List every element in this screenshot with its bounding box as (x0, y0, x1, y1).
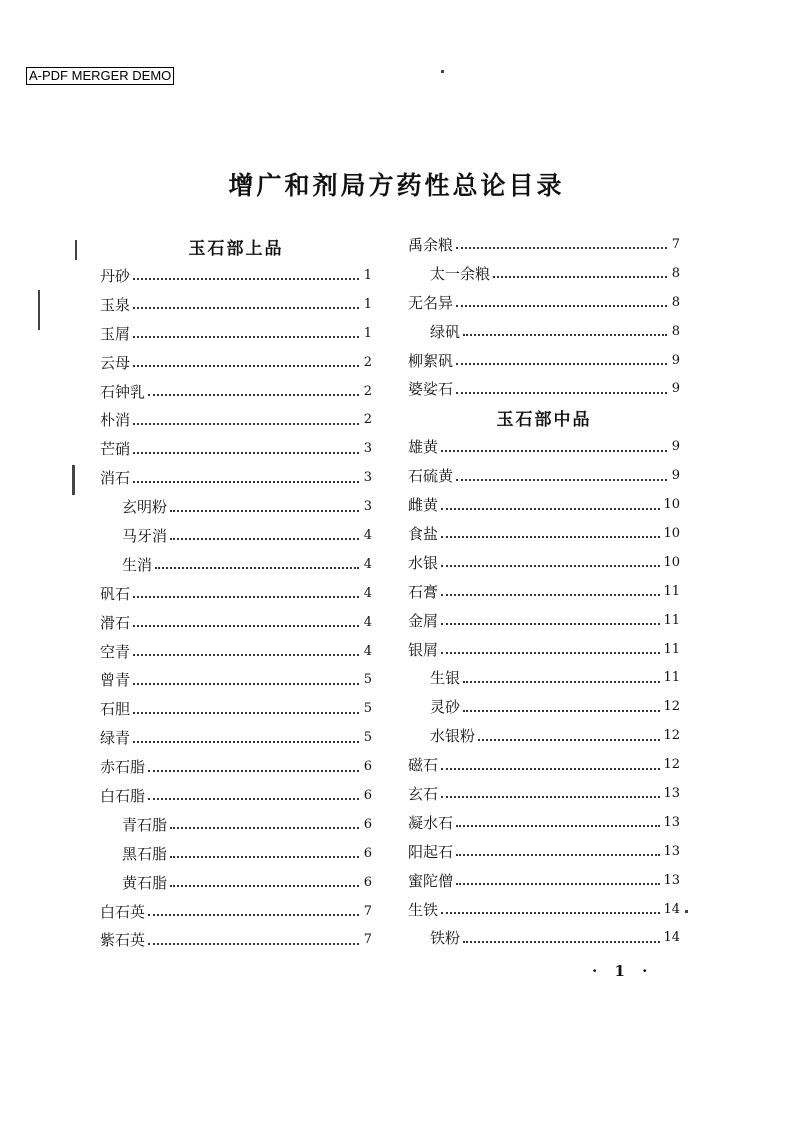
section-heading: 玉石部上品 (188, 239, 284, 259)
toc-entry-name: 云母 (100, 353, 131, 372)
dot-leader (133, 307, 359, 309)
toc-entry-name: 青石脂 (122, 815, 168, 834)
dot-leader (133, 481, 359, 483)
dot-leader (133, 654, 359, 656)
toc-entry (408, 692, 680, 721)
dot-leader (441, 536, 660, 538)
toc-entry-page: 1 (363, 325, 372, 341)
toc-entry-page: 14 (663, 930, 680, 946)
toc-entry-page: 4 (363, 585, 372, 601)
toc-entry-name: 婆娑石 (408, 380, 454, 399)
toc-entry-name: 金屑 (408, 611, 439, 630)
toc-entry-name: 蜜陀僧 (408, 871, 454, 890)
section-heading: 玉石部中品 (496, 410, 592, 431)
toc-entry-name: 玄明粉 (122, 498, 168, 517)
toc-entry-page: 6 (363, 759, 372, 775)
toc-entry-page: 10 (663, 525, 680, 541)
toc-entry (408, 317, 680, 346)
toc-entry-name: 阳起石 (408, 842, 454, 861)
toc-entry (408, 230, 680, 259)
toc-entry-page: 3 (363, 470, 372, 486)
toc-entry-page: 10 (663, 497, 680, 513)
toc-entry-page: 6 (363, 787, 372, 803)
dot-leader (170, 538, 359, 540)
toc-entry (100, 290, 372, 319)
toc-entry (408, 577, 680, 606)
toc-entry (408, 866, 680, 895)
toc-entry-name: 银屑 (408, 640, 439, 659)
dot-leader (441, 623, 660, 625)
dot-leader (463, 334, 667, 336)
toc-entry-page: 5 (363, 672, 372, 688)
toc-entry-page: 4 (363, 643, 372, 659)
toc-entry-page: 12 (663, 728, 680, 744)
toc-entry-page: 2 (363, 354, 372, 370)
toc-entry-page: 12 (663, 699, 680, 715)
toc-entry-name: 生铁 (408, 900, 439, 919)
toc-entry (408, 779, 680, 808)
toc-entry-name: 凝水石 (408, 813, 454, 832)
toc-entry-page: 3 (363, 441, 372, 457)
dot-leader (441, 796, 660, 798)
dot-leader (133, 365, 359, 367)
toc-entry (408, 895, 680, 924)
dot-leader (463, 941, 660, 943)
toc-entry-name: 石膏 (408, 582, 439, 601)
toc-entry-page: 1 (363, 296, 372, 312)
toc-entry (100, 550, 372, 579)
toc-entry-page: 8 (671, 323, 680, 339)
toc-entry-page: 9 (671, 381, 680, 397)
toc-entry-page: 13 (663, 785, 680, 801)
dot-leader (133, 423, 359, 425)
toc-entry-name: 铁粉 (430, 929, 461, 948)
toc-entry (408, 635, 680, 664)
dot-leader (133, 712, 359, 714)
dot-leader (441, 508, 660, 510)
dot-leader (133, 683, 359, 685)
toc-entry-page: 8 (671, 294, 680, 310)
toc-entry (408, 346, 680, 375)
toc-entry-page: 6 (363, 874, 372, 890)
toc-entry (408, 923, 680, 952)
toc-entry-name: 雌黄 (408, 496, 439, 515)
toc-entry-name: 玄石 (408, 784, 439, 803)
dot-leader (441, 912, 660, 914)
scan-speck (685, 910, 688, 913)
dot-leader (148, 394, 359, 396)
toc-entry-name: 生银 (430, 669, 461, 688)
dot-leader (148, 914, 359, 916)
toc-entry-page: 14 (663, 901, 680, 917)
toc-entry-page: 2 (363, 412, 372, 428)
toc-entry-page: 7 (363, 932, 372, 948)
toc-entry (100, 810, 372, 839)
toc-entry (100, 492, 372, 521)
dot-leader (441, 450, 667, 452)
toc-entry (408, 259, 680, 288)
toc-entry-name: 空青 (100, 642, 131, 661)
toc-entry-name: 石钟乳 (100, 382, 146, 401)
toc-entry-page: 10 (663, 554, 680, 570)
dot-leader (170, 856, 359, 858)
toc-entry-page: 2 (363, 383, 372, 399)
toc-entry-list (408, 432, 680, 952)
dot-leader (456, 305, 667, 307)
dot-leader (170, 885, 359, 887)
dot-leader (441, 594, 660, 596)
dot-leader (133, 625, 359, 627)
toc-entry-name: 生消 (122, 555, 153, 574)
toc-left-column (100, 232, 372, 954)
dot-leader (441, 565, 660, 567)
scan-speck (38, 290, 40, 330)
toc-entry-name: 玉屑 (100, 324, 131, 343)
toc-entry-page: 4 (363, 556, 372, 572)
toc-entry (100, 897, 372, 926)
toc-entry-name: 水银粉 (430, 727, 476, 746)
toc-entry-name: 朴消 (100, 411, 131, 430)
toc-entry (100, 752, 372, 781)
toc-entry-name: 滑石 (100, 613, 131, 632)
toc-entry-page: 11 (663, 583, 680, 599)
toc-entry-name: 白石脂 (100, 786, 146, 805)
toc-entry (100, 665, 372, 694)
toc-entry-page: 8 (671, 265, 680, 281)
toc-entry-page: 5 (363, 730, 372, 746)
toc-entry-page: 6 (363, 816, 372, 832)
toc-entry-name: 矾石 (100, 584, 131, 603)
toc-entry-page: 13 (663, 843, 680, 859)
dot-leader (441, 768, 660, 770)
toc-entry-page: 11 (663, 612, 680, 628)
toc-entry-page: 11 (663, 670, 680, 686)
dot-leader (155, 567, 359, 569)
dot-leader (478, 739, 660, 741)
toc-entry (100, 377, 372, 406)
toc-entry (100, 521, 372, 550)
toc-entry-name: 绿青 (100, 729, 131, 748)
toc-entry-list (408, 230, 680, 403)
toc-entry-list (100, 261, 372, 954)
dot-leader (463, 710, 660, 712)
toc-entry-name: 白石英 (100, 902, 146, 921)
toc-right-column (408, 230, 680, 952)
toc-entry-page: 5 (363, 701, 372, 717)
toc-entry (100, 868, 372, 897)
toc-entry (100, 348, 372, 377)
dot-leader (463, 681, 660, 683)
dot-leader (456, 883, 660, 885)
dot-leader (493, 276, 667, 278)
dot-leader (456, 854, 660, 856)
dot-leader (148, 770, 359, 772)
toc-entry-name: 芒硝 (100, 440, 131, 459)
dot-leader (170, 510, 359, 512)
dot-leader (456, 392, 667, 394)
toc-entry-page: 3 (363, 499, 372, 515)
toc-entry-name: 灵砂 (430, 698, 461, 717)
toc-entry-name: 食盐 (408, 524, 439, 543)
toc-entry-name: 绿矾 (430, 322, 461, 341)
toc-entry-page: 1 (363, 267, 372, 283)
toc-entry (100, 261, 372, 290)
page-title: 增广和剂局方药性总论目录 (228, 171, 565, 200)
toc-entry-name: 黄石脂 (122, 873, 168, 892)
toc-entry (408, 461, 680, 490)
toc-entry (100, 839, 372, 868)
dot-leader (456, 247, 667, 249)
dot-leader (170, 827, 359, 829)
toc-entry (100, 781, 372, 810)
toc-entry (100, 319, 372, 348)
toc-entry-name: 曾青 (100, 671, 131, 690)
toc-entry (408, 374, 680, 403)
toc-entry (100, 579, 372, 608)
dot-leader (133, 596, 359, 598)
toc-entry (100, 405, 372, 434)
toc-entry (408, 663, 680, 692)
toc-entry-name: 水银 (408, 553, 439, 572)
dot-leader (133, 741, 359, 743)
toc-entry (100, 463, 372, 492)
toc-entry-name: 赤石脂 (100, 758, 146, 777)
toc-entry (408, 490, 680, 519)
dot-leader (133, 336, 359, 338)
toc-entry-name: 玉泉 (100, 295, 131, 314)
toc-entry-name: 无名异 (408, 293, 454, 312)
toc-entry (100, 608, 372, 637)
toc-entry-page: 11 (663, 641, 680, 657)
scan-speck (75, 240, 77, 260)
dot-leader (441, 652, 660, 654)
toc-entry-name: 石硫黄 (408, 467, 454, 486)
dot-leader (148, 798, 359, 800)
dot-leader (148, 943, 359, 945)
toc-entry-page: 7 (363, 903, 372, 919)
toc-entry-page: 6 (363, 845, 372, 861)
toc-entry-name: 雄黄 (408, 438, 439, 457)
toc-entry-name: 柳絮矾 (408, 351, 454, 370)
dot-leader (133, 452, 359, 454)
toc-entry-name: 丹砂 (100, 266, 131, 285)
toc-entry-page: 4 (363, 614, 372, 630)
scan-speck (441, 70, 444, 73)
toc-entry-name: 禹余粮 (408, 235, 454, 254)
toc-entry-name: 石胆 (100, 700, 131, 719)
toc-entry-page: 9 (671, 468, 680, 484)
toc-entry-page: 9 (671, 352, 680, 368)
toc-entry-page: 13 (663, 814, 680, 830)
toc-entry (408, 606, 680, 635)
toc-entry (100, 434, 372, 463)
dot-leader (133, 278, 359, 280)
toc-entry-page: 12 (663, 757, 680, 773)
toc-entry-page: 9 (671, 439, 680, 455)
toc-entry (408, 548, 680, 577)
toc-entry (408, 808, 680, 837)
toc-entry-name: 紫石英 (100, 931, 146, 950)
toc-entry-name: 马牙消 (122, 526, 168, 545)
watermark-label: A-PDF MERGER DEMO (26, 67, 174, 85)
toc-entry-page: 13 (663, 872, 680, 888)
toc-entry-name: 太一余粮 (430, 264, 491, 283)
toc-entry-page: 4 (363, 527, 372, 543)
scan-speck (72, 465, 75, 495)
dot-leader (456, 363, 667, 365)
toc-entry (408, 288, 680, 317)
page-number: · 1 · (592, 962, 654, 980)
toc-entry (408, 519, 680, 548)
dot-leader (456, 479, 667, 481)
toc-entry (100, 694, 372, 723)
dot-leader (456, 825, 660, 827)
toc-entry (100, 925, 372, 954)
toc-entry-page: 7 (671, 236, 680, 252)
toc-entry (408, 721, 680, 750)
toc-entry (408, 750, 680, 779)
toc-entry (408, 837, 680, 866)
toc-entry-name: 磁石 (408, 756, 439, 775)
toc-entry (100, 723, 372, 752)
toc-entry-name: 消石 (100, 469, 131, 488)
toc-entry (100, 637, 372, 666)
toc-entry-name: 黑石脂 (122, 844, 168, 863)
toc-entry (408, 432, 680, 461)
